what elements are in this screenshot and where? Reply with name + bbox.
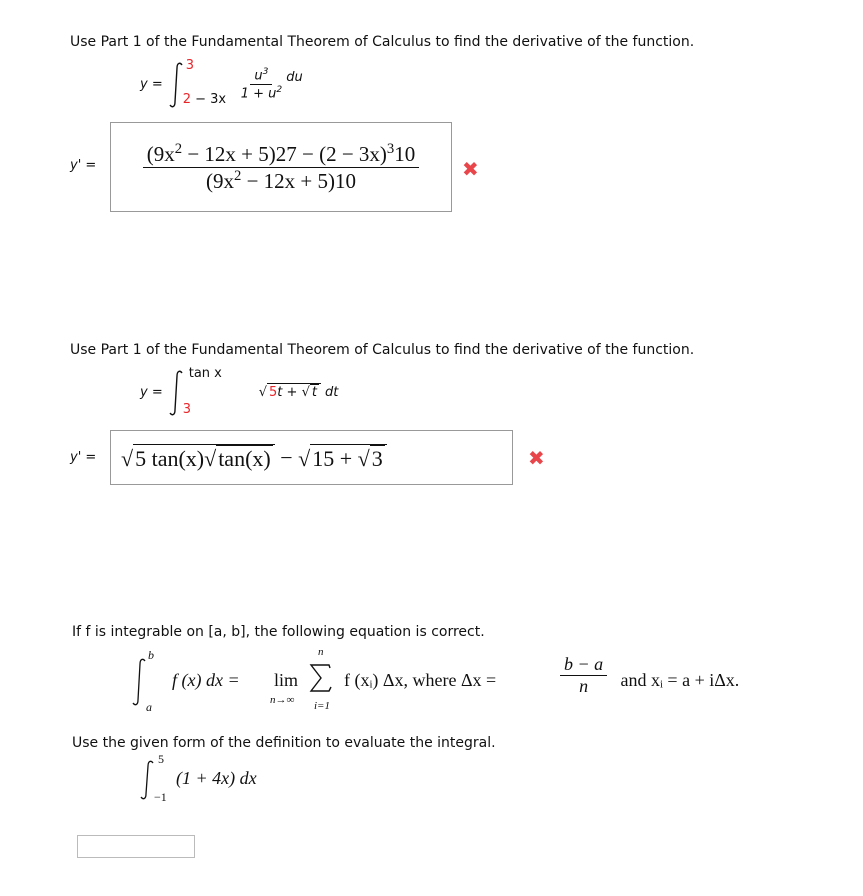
t: i=1 xyxy=(314,700,330,712)
t: n xyxy=(579,676,589,696)
problem-2-prompt: Use Part 1 of the Fundamental Theorem of Calculus to find the derivative of the function. xyxy=(70,342,695,358)
coef: 5 xyxy=(269,384,278,400)
t: f (xᵢ) Δx, where Δx = xyxy=(344,670,501,690)
incorrect-icon: ✖ xyxy=(528,446,545,470)
lower-limit-rest: − 3x xyxy=(191,92,227,107)
differential: du xyxy=(286,69,303,85)
upper-limit: tan x xyxy=(188,366,222,381)
t: 5 tan(x) xyxy=(135,445,205,471)
problem-2-given-equation: y = tan x 3 √ 5t + √ t dt xyxy=(140,366,339,417)
t: (1 + 4x) dx xyxy=(176,768,257,788)
t: a xyxy=(146,700,152,714)
t: b − a xyxy=(560,654,607,676)
denominator: 1 + u xyxy=(240,85,277,101)
integral-sign-icon xyxy=(140,760,154,800)
t: 3 xyxy=(386,140,395,157)
differential: dt xyxy=(324,384,339,400)
t: lim xyxy=(274,670,299,690)
numerator: u xyxy=(254,68,263,84)
answer-label: y' = xyxy=(70,158,97,173)
t: 2 xyxy=(233,167,242,184)
t: tan(x) xyxy=(218,445,271,471)
target-integral xyxy=(140,752,340,804)
t: n xyxy=(318,646,324,658)
t: − 12x + 5)10 xyxy=(241,168,356,193)
problem-2-answer-field[interactable]: √5 tan(x)√tan(x) − √15 + √3 xyxy=(110,430,513,485)
riemann-definition xyxy=(130,646,810,718)
sigma-icon xyxy=(310,664,332,692)
t: 2 xyxy=(174,140,183,157)
problem-1-answer-field[interactable] xyxy=(110,122,452,212)
problem-1-prompt: Use Part 1 of the Fundamental Theorem of Calculus to find the derivative of the function. xyxy=(70,34,695,50)
t: t + xyxy=(277,384,302,400)
integral-sign-icon xyxy=(169,370,183,416)
t: b xyxy=(148,648,154,662)
lhs: y = xyxy=(140,76,163,92)
t: − xyxy=(274,444,299,470)
integral-sign-icon xyxy=(169,62,183,108)
instruction: Use the given form of the definition to evaluate the integral. xyxy=(72,735,496,751)
exp: 2 xyxy=(276,84,283,95)
lower-limit-coef: 2 xyxy=(182,92,191,107)
integral-sign-icon xyxy=(132,658,146,706)
t: 15 + xyxy=(312,445,358,471)
t: (9x xyxy=(205,168,234,193)
lower-limit: 3 xyxy=(182,402,191,417)
t: −1 xyxy=(154,790,167,804)
exp: 3 xyxy=(262,67,269,78)
problem-1-given-equation xyxy=(140,58,303,110)
lhs: y = xyxy=(140,384,163,400)
t: n→∞ xyxy=(270,694,295,706)
incorrect-icon: ✖ xyxy=(462,157,479,181)
t: 10 xyxy=(394,141,416,166)
t: f (x) dx = xyxy=(172,670,245,690)
t: (9x xyxy=(146,141,175,166)
answer-label: y' = xyxy=(70,450,97,465)
t: 3 xyxy=(371,445,383,471)
t: and xᵢ = a + iΔx. xyxy=(616,670,740,690)
t: 5 xyxy=(158,752,164,766)
t: − 12x + 5)27 − (2 − 3x) xyxy=(182,141,387,166)
problem-3-answer-input[interactable] xyxy=(77,835,195,858)
t: t xyxy=(311,384,317,400)
problem-3-prompt: If f is integrable on [a, b], the following equation is correct. xyxy=(72,624,485,640)
upper-limit: 3 xyxy=(185,58,194,73)
